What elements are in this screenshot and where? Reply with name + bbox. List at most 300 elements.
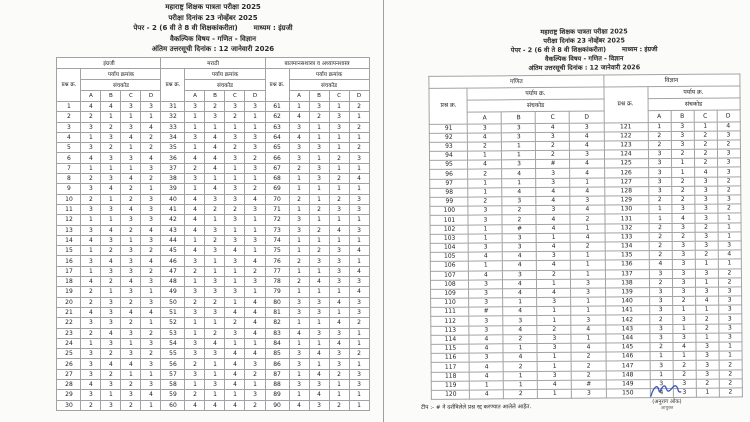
answer-option-cell: 4: [141, 390, 161, 400]
question-number-cell: 10: [57, 194, 81, 204]
answer-option-cell: 4: [225, 369, 245, 379]
answer-option-cell: 3: [309, 256, 329, 266]
question-number-cell: 68: [265, 174, 289, 184]
answer-option-cell: 3: [537, 251, 571, 260]
answer-option-cell: 3: [672, 333, 695, 342]
exam-title: महाराष्ट्र शिक्षक पात्रता परीक्षा 2025: [165, 3, 261, 11]
answer-option-cell: 3: [205, 194, 225, 204]
answer-option-cell: 1: [309, 184, 329, 194]
question-number-cell: 131: [604, 214, 648, 224]
question-number-cell: 58: [161, 379, 185, 389]
answer-option-cell: 3: [650, 361, 673, 370]
question-number-cell: 17: [57, 266, 81, 276]
answer-option-cell: 4: [185, 204, 205, 214]
answer-option-cell: 1: [329, 184, 349, 194]
answer-option-cell: 2: [309, 246, 329, 256]
question-number-cell: 115: [431, 344, 469, 353]
answer-option-cell: 2: [245, 153, 265, 163]
answer-option-cell: 2: [141, 328, 161, 338]
question-number-cell: 42: [161, 215, 185, 225]
answer-option-cell: 1: [349, 328, 369, 338]
answer-option-cell: 1: [648, 122, 671, 131]
answer-option-cell: 2: [468, 169, 502, 178]
question-number-cell: 65: [265, 143, 289, 153]
answer-option-cell: 3: [672, 269, 695, 278]
setcode-b-header: B: [101, 90, 121, 101]
question-number-cell: 26: [57, 359, 81, 369]
answer-option-cell: 3: [650, 379, 673, 388]
answer-option-cell: 2: [185, 266, 205, 276]
question-number-cell: 20: [57, 297, 81, 307]
answer-option-cell: 3: [671, 131, 694, 140]
question-number-cell: 71: [265, 204, 289, 214]
answer-option-cell: 1: [694, 122, 717, 131]
question-number-cell: 7: [57, 163, 81, 173]
answer-option-cell: 3: [571, 279, 605, 288]
question-number-cell: 120: [432, 390, 470, 399]
answer-option-cell: 4: [205, 163, 225, 173]
answer-option-cell: 1: [185, 277, 205, 287]
answer-option-cell: 1: [289, 369, 309, 379]
answer-option-cell: 2: [719, 370, 742, 379]
question-number-cell: 76: [265, 256, 289, 266]
answer-option-cell: 1: [225, 338, 245, 348]
answer-option-cell: 4: [225, 359, 245, 369]
answer-option-cell: 3: [469, 243, 503, 252]
answer-option-cell: 1: [121, 369, 141, 379]
answer-option-cell: 3: [694, 177, 717, 186]
answer-option-cell: 2: [121, 194, 141, 204]
answer-option-cell: 3: [289, 215, 309, 225]
answer-option-cell: 1: [309, 194, 329, 204]
answer-option-cell: 2: [245, 184, 265, 194]
answer-option-cell: 1: [101, 287, 121, 297]
question-number-cell: 62: [265, 112, 289, 122]
answer-option-cell: 1: [309, 359, 329, 369]
question-number-cell: 110: [431, 298, 469, 307]
answer-option-cell: 4: [349, 246, 369, 256]
question-number-cell: 46: [161, 256, 185, 266]
question-col-header: प्रश्न क्र.: [603, 86, 647, 122]
answer-option-cell: 4: [81, 379, 101, 389]
answer-option-cell: 3: [469, 316, 503, 325]
answer-option-cell: 3: [570, 196, 604, 205]
answer-option-cell: 4: [470, 362, 504, 371]
answer-option-cell: 3: [81, 349, 101, 359]
question-number-cell: 15: [57, 246, 81, 256]
answer-option-cell: 3: [121, 246, 141, 256]
answer-option-cell: 2: [81, 174, 101, 184]
answer-option-cell: 3: [141, 235, 161, 245]
question-number-cell: 3: [57, 122, 81, 132]
answer-option-cell: 3: [81, 184, 101, 194]
answer-option-cell: 3: [309, 143, 329, 153]
question-number-cell: 136: [605, 260, 649, 270]
answer-option-cell: 3: [329, 112, 349, 122]
question-number-cell: 1: [57, 101, 81, 111]
answer-option-cell: 3: [571, 315, 605, 324]
answer-option-cell: 3: [536, 169, 570, 178]
answer-option-cell: 1: [719, 351, 742, 360]
answer-option-cell: 2: [719, 388, 742, 397]
answer-option-cell: 4: [503, 288, 537, 297]
answer-option-cell: 3: [81, 204, 101, 214]
answer-option-cell: 1: [101, 112, 121, 122]
answer-option-cell: 4: [309, 390, 329, 400]
answer-option-cell: 4: [185, 400, 205, 410]
answer-option-cell: 4: [537, 242, 571, 251]
answer-option-cell: 1: [205, 174, 225, 184]
answer-option-cell: 1: [329, 132, 349, 142]
answer-option-cell: 2: [717, 140, 740, 149]
question-number-cell: 6: [57, 153, 81, 163]
answer-option-cell: 2: [719, 360, 742, 369]
answer-option-cell: 1: [718, 223, 741, 232]
answer-option-cell: 3: [695, 241, 718, 250]
answer-option-cell: 4: [185, 153, 205, 163]
question-number-cell: 29: [57, 390, 81, 400]
answer-option-cell: 4: [141, 256, 161, 266]
question-number-cell: 145: [605, 343, 649, 353]
table-row: [57, 287, 369, 297]
question-number-cell: 41: [161, 204, 185, 214]
answer-option-cell: 1: [571, 224, 605, 233]
answer-option-cell: 3: [245, 359, 265, 369]
answer-option-cell: 1: [141, 184, 161, 194]
answer-option-cell: 4: [141, 122, 161, 132]
answer-option-cell: 2: [671, 186, 694, 195]
answer-option-cell: 1: [349, 390, 369, 400]
question-number-cell: 106: [431, 261, 469, 270]
signatory-title: आयुक्त: [660, 405, 674, 412]
question-number-cell: 81: [265, 307, 289, 317]
answer-option-cell: 4: [650, 388, 673, 397]
answer-option-cell: 1: [81, 132, 101, 142]
answer-option-cell: 4: [245, 328, 265, 338]
answer-option-cell: #: [572, 380, 606, 389]
answer-option-cell: 3: [696, 370, 719, 379]
answer-option-cell: 4: [570, 132, 604, 141]
answer-option-cell: 3: [101, 379, 121, 389]
answer-option-cell: 3: [289, 349, 309, 359]
answer-option-cell: 3: [672, 250, 695, 259]
answer-option-cell: 3: [101, 132, 121, 142]
question-number-cell: 144: [605, 334, 649, 344]
answer-option-cell: 1: [81, 163, 101, 173]
answer-option-cell: 2: [672, 296, 695, 305]
answer-option-cell: 1: [718, 259, 741, 268]
page-separator-line: [383, 0, 384, 422]
answer-option-cell: 3: [537, 343, 571, 352]
setcode-b-header: B: [502, 111, 536, 123]
answer-option-cell: 3: [329, 349, 349, 359]
answer-option-cell: 1: [225, 390, 245, 400]
answer-option-cell: 4: [329, 225, 349, 235]
setcode-b-header: B: [309, 90, 329, 101]
subject-group-maths: गणित: [429, 75, 603, 88]
question-number-cell: 73: [265, 225, 289, 235]
answer-option-cell: 4: [81, 153, 101, 163]
answer-option-cell: 2: [696, 379, 719, 388]
answer-option-cell: 3: [349, 194, 369, 204]
answer-option-cell: 3: [245, 204, 265, 214]
answer-option-cell: 3: [329, 266, 349, 276]
question-number-cell: 22: [57, 318, 81, 328]
answer-option-cell: 2: [141, 174, 161, 184]
answer-option-cell: 4: [101, 328, 121, 338]
answer-option-cell: 3: [469, 325, 503, 334]
table-row: [57, 307, 369, 317]
answer-option-cell: 4: [225, 379, 245, 389]
answer-option-cell: 2: [205, 235, 225, 245]
answer-option-cell: 1: [81, 266, 101, 276]
answer-option-cell: 3: [245, 132, 265, 142]
subject-group-english: इंग्रजी: [57, 57, 161, 68]
answer-option-cell: 3: [503, 270, 537, 279]
answer-option-cell: 3: [185, 307, 205, 317]
answer-option-cell: 1: [650, 370, 673, 379]
answer-option-cell: 2: [101, 143, 121, 153]
answer-option-cell: 3: [718, 324, 741, 333]
answer-option-cell: 1: [205, 215, 225, 225]
answer-option-cell: 3: [349, 153, 369, 163]
answer-option-cell: 2: [289, 277, 309, 287]
answer-option-cell: 4: [503, 261, 537, 270]
answer-option-cell: 2: [245, 266, 265, 276]
answer-option-cell: 4: [185, 246, 205, 256]
answer-option-cell: 2: [121, 318, 141, 328]
answer-option-cell: 3: [672, 260, 695, 269]
setcode-c-header: C: [121, 90, 141, 101]
answer-option-cell: 1: [205, 390, 225, 400]
answer-option-cell: 3: [225, 132, 245, 142]
answer-option-cell: 2: [185, 297, 205, 307]
answer-option-cell: 1: [225, 122, 245, 132]
optional-subject-line: वैकल्पिक विषय - गणित - विज्ञान: [544, 54, 624, 63]
question-number-cell: 24: [57, 338, 81, 348]
question-number-cell: 116: [432, 353, 470, 362]
answer-option-cell: 4: [225, 400, 245, 410]
table-row: [57, 112, 369, 122]
table-row: [57, 184, 369, 194]
question-number-cell: 40: [161, 194, 185, 204]
answer-option-cell: 3: [349, 204, 369, 214]
answer-option-cell: 3: [101, 266, 121, 276]
question-number-cell: 21: [57, 307, 81, 317]
answer-option-cell: 3: [141, 215, 161, 225]
answer-option-cell: 3: [672, 315, 695, 324]
answer-option-cell: 3: [205, 112, 225, 122]
signature-scribble-icon: [647, 383, 687, 399]
question-number-cell: 53: [161, 328, 185, 338]
answer-option-cell: 2: [468, 197, 502, 206]
paper-info: पेपर - 2 (6 वी ते 8 वी शिक्षकांकरीता): [510, 45, 607, 55]
answer-option-cell: 3: [245, 101, 265, 111]
table-row: [57, 369, 369, 379]
answer-option-cell: 1: [468, 178, 502, 187]
paper-and-medium-line: [46, 23, 380, 34]
answer-option-cell: 1: [718, 342, 741, 351]
answer-option-cell: 2: [245, 369, 265, 379]
answer-option-cell: 1: [245, 287, 265, 297]
answer-option-cell: 3: [225, 256, 245, 266]
answer-option-cell: 3: [649, 287, 672, 296]
setcode-col-header: संचकोड: [289, 79, 369, 90]
answer-option-cell: 2: [537, 325, 571, 334]
answer-option-cell: 1: [695, 278, 718, 287]
answer-option-cell: 1: [185, 122, 205, 132]
answer-option-cell: 3: [81, 225, 101, 235]
answer-option-cell: 1: [245, 174, 265, 184]
answer-option-cell: 3: [81, 256, 101, 266]
answer-option-cell: 2: [225, 143, 245, 153]
answer-option-cell: 1: [185, 379, 205, 389]
question-number-cell: 50: [161, 297, 185, 307]
answer-option-cell: 3: [289, 225, 309, 235]
answer-option-cell: 4: [309, 277, 329, 287]
answer-option-cell: 1: [309, 287, 329, 297]
question-number-cell: 16: [57, 256, 81, 266]
answer-option-cell: 2: [572, 371, 606, 380]
answer-option-cell: 3: [121, 287, 141, 297]
answer-option-cell: 3: [205, 349, 225, 359]
answer-option-cell: 3: [648, 168, 671, 177]
answer-option-cell: 2: [649, 251, 672, 260]
question-number-cell: 9: [57, 184, 81, 194]
answer-option-cell: 4: [225, 349, 245, 359]
answer-option-cell: 3: [672, 287, 695, 296]
question-number-cell: 77: [265, 266, 289, 276]
answer-option-cell: 1: [537, 233, 571, 242]
answer-option-cell: 1: [504, 380, 538, 389]
question-number-cell: 54: [161, 338, 185, 348]
page-right: [414, 26, 750, 411]
answer-option-cell: 4: [101, 359, 121, 369]
answer-option-cell: 4: [502, 169, 536, 178]
answer-option-cell: 3: [329, 328, 349, 338]
table-row: [57, 101, 369, 111]
answer-option-cell: 3: [502, 197, 536, 206]
answer-option-cell: 3: [225, 328, 245, 338]
question-number-cell: 55: [161, 349, 185, 359]
answer-option-cell: 4: [695, 296, 718, 305]
question-number-cell: 59: [161, 390, 185, 400]
question-number-cell: 19: [57, 287, 81, 297]
answer-option-cell: 1: [503, 344, 537, 353]
question-number-cell: 129: [604, 196, 648, 206]
answer-option-cell: 1: [205, 266, 225, 276]
answer-option-cell: 2: [673, 361, 696, 370]
answer-option-cell: 4: [468, 133, 502, 142]
page-right-header: [414, 26, 750, 73]
answer-option-cell: 4: [537, 261, 571, 270]
answer-option-cell: 1: [717, 213, 740, 222]
answer-option-cell: 3: [225, 235, 245, 245]
answer-option-cell: 3: [649, 324, 672, 333]
setcode-d-header: D: [717, 109, 740, 121]
table-row: [57, 132, 369, 142]
answer-option-cell: 1: [81, 246, 101, 256]
subject-group-marathi: मराठी: [161, 57, 265, 68]
answer-option-cell: 3: [141, 194, 161, 204]
answer-option-cell: 3: [349, 379, 369, 389]
question-number-cell: 56: [161, 359, 185, 369]
answer-option-cell: 3: [570, 123, 604, 132]
answer-option-cell: 2: [571, 242, 605, 251]
signatory-name: (अनुराग ओक): [652, 398, 682, 406]
answer-option-cell: 2: [225, 112, 245, 122]
answer-option-cell: 1: [538, 352, 572, 361]
answer-option-cell: 4: [141, 307, 161, 317]
answer-option-cell: 1: [121, 163, 141, 173]
question-number-cell: 61: [265, 101, 289, 111]
setcode-d-header: D: [349, 90, 369, 101]
answer-option-cell: 1: [185, 143, 205, 153]
answer-option-cell: 1: [329, 235, 349, 245]
question-number-cell: 5: [57, 143, 81, 153]
question-number-cell: 64: [265, 132, 289, 142]
question-number-cell: 146: [606, 352, 650, 362]
question-number-cell: 23: [57, 328, 81, 338]
answer-option-cell: 2: [718, 268, 741, 277]
answer-option-cell: 2: [329, 400, 349, 410]
answer-option-cell: 2: [309, 204, 329, 214]
answer-option-cell: 3: [329, 204, 349, 214]
question-number-cell: 109: [431, 289, 469, 298]
answer-option-cell: 3: [121, 328, 141, 338]
answer-option-cell: 2: [349, 101, 369, 111]
answer-option-cell: 3: [289, 122, 309, 132]
answer-option-cell: 4: [349, 266, 369, 276]
answer-rows-left: [57, 101, 369, 410]
question-number-cell: 124: [604, 150, 648, 160]
question-number-cell: 130: [604, 205, 648, 215]
question-number-cell: 70: [265, 194, 289, 204]
answer-option-cell: 4: [289, 328, 309, 338]
answer-option-cell: 2: [81, 400, 101, 410]
answer-option-cell: 1: [101, 163, 121, 173]
setcode-col-header: संचकोड: [648, 97, 740, 110]
answer-option-cell: 3: [101, 153, 121, 163]
answer-option-cell: 4: [225, 246, 245, 256]
answer-option-cell: 3: [717, 167, 740, 176]
answer-option-cell: 2: [695, 324, 718, 333]
answer-option-cell: 3: [468, 123, 502, 132]
answer-option-cell: 3: [648, 177, 671, 186]
answer-option-cell: 2: [504, 362, 538, 371]
answer-option-cell: 4: [537, 224, 571, 233]
answer-option-cell: 3: [672, 278, 695, 287]
answer-option-cell: 1: [349, 359, 369, 369]
answer-option-cell: 1: [289, 101, 309, 111]
answer-option-cell: 4: [570, 168, 604, 177]
table-row: [57, 225, 369, 235]
medium-info: माध्यम : इंग्रजी: [253, 24, 293, 33]
answer-option-cell: 3: [101, 204, 121, 214]
answer-option-cell: 2: [309, 225, 329, 235]
answer-option-cell: 1: [289, 174, 309, 184]
final-key-date-line: अंतिम उत्तरसूची दिनांक : 12 जानेवारी 2026: [528, 62, 641, 72]
question-number-cell: 35: [161, 143, 185, 153]
answer-option-cell: 3: [81, 390, 101, 400]
answer-option-cell: 1: [101, 390, 121, 400]
question-number-cell: 52: [161, 318, 185, 328]
answer-option-cell: 3: [141, 101, 161, 111]
question-number-cell: 85: [265, 349, 289, 359]
answer-option-cell: 3: [468, 215, 502, 224]
answer-option-cell: 3: [141, 379, 161, 389]
answer-option-cell: 1: [205, 318, 225, 328]
